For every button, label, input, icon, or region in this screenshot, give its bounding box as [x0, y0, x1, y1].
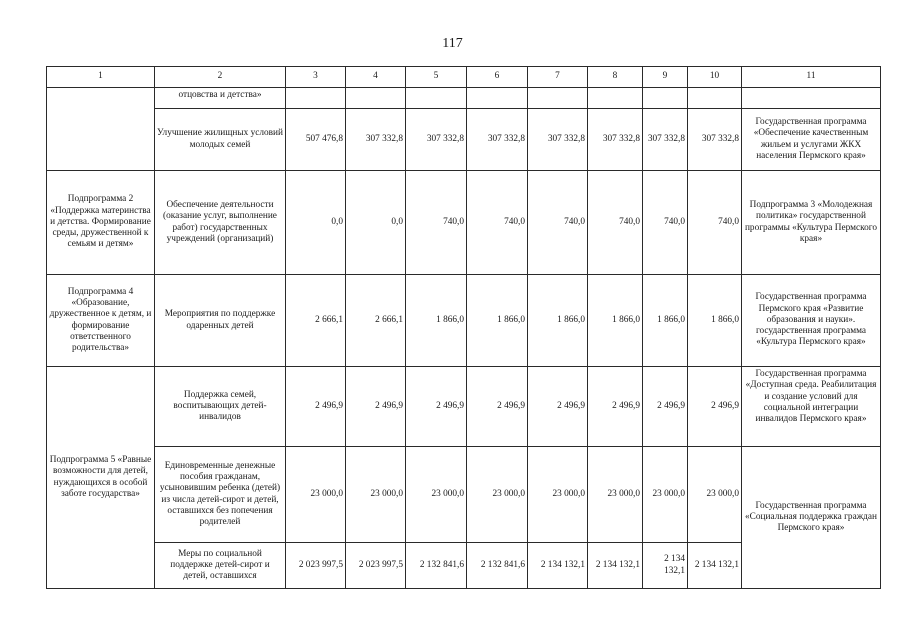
header-cell: 5 — [406, 67, 467, 88]
header-cell: 4 — [346, 67, 406, 88]
value-cell: 740,0 — [467, 171, 528, 275]
subprogram-cell: Подпрограмма 5 «Равные возможности для детей, нуждающихся в особой заботе государства» — [47, 367, 155, 589]
value-cell: 1 866,0 — [643, 275, 688, 367]
value-cell: 1 866,0 — [528, 275, 588, 367]
header-cell: 3 — [286, 67, 346, 88]
value-cell: 0,0 — [286, 171, 346, 275]
measure-cell: Обеспечение деятельности (оказание услуг, выполнение работ) государственных учреждений (организаций) — [155, 171, 286, 275]
value-cell: 2 023 997,5 — [286, 543, 346, 589]
value-cell: 307 332,8 — [688, 109, 742, 171]
table-row — [47, 367, 881, 447]
header-cell: 6 — [467, 67, 528, 88]
value-cell: 740,0 — [588, 171, 643, 275]
value-cell: 23 000,0 — [406, 447, 467, 543]
measure-cell: Мероприятия по поддержке одаренных детей — [155, 275, 286, 367]
value-cell: 23 000,0 — [588, 447, 643, 543]
value-cell: 2 496,9 — [588, 367, 643, 447]
measure-cell: Единовременные денежные пособия гражданам, усыновившим ребенка (детей) из числа детей-сирот и детей, оставшихся без попечения родителей — [155, 447, 286, 543]
value-cell: 2 134 132,1 — [643, 543, 688, 589]
value-cell — [346, 88, 406, 109]
value-cell: 2 666,1 — [286, 275, 346, 367]
related-program-cell: Государственная программа Пермского края «Развитие образования и науки». государственная программа «Культура Пермского края» — [742, 275, 881, 367]
value-cell — [643, 88, 688, 109]
subprogram-cell: Подпрограмма 2 «Поддержка материнства и детства. Формирование среды, дружественной к семьям и детям» — [47, 171, 155, 275]
value-cell: 2 496,9 — [346, 367, 406, 447]
value-cell: 1 866,0 — [588, 275, 643, 367]
program-table — [46, 66, 881, 589]
value-cell: 307 332,8 — [346, 109, 406, 171]
related-program-cell: Государственная программа «Социальная поддержка граждан Пермского края» — [742, 447, 881, 589]
value-cell: 740,0 — [528, 171, 588, 275]
value-cell: 1 866,0 — [467, 275, 528, 367]
value-cell: 740,0 — [688, 171, 742, 275]
value-cell: 1 866,0 — [406, 275, 467, 367]
measure-cell: Поддержка семей, воспитывающих детей-инвалидов — [155, 367, 286, 447]
related-program-cell — [742, 88, 881, 109]
measure-cell: Меры по социальной поддержке детей-сирот и детей, оставшихся — [155, 543, 286, 589]
table-row — [47, 88, 881, 109]
value-cell: 2 134 132,1 — [588, 543, 643, 589]
value-cell: 507 476,8 — [286, 109, 346, 171]
header-cell: 7 — [528, 67, 588, 88]
related-program-cell: Подпрограмма 3 «Молодежная политика» государственной программы «Культура Пермского края» — [742, 171, 881, 275]
value-cell: 2 496,9 — [286, 367, 346, 447]
value-cell: 2 496,9 — [688, 367, 742, 447]
header-cell: 11 — [742, 67, 881, 88]
page-number: 117 — [442, 36, 463, 51]
header-cell: 8 — [588, 67, 643, 88]
header-cell: 1 — [47, 67, 155, 88]
related-program-cell: Государственная программа «Доступная среда. Реабилитация и создание условий для социальной интеграции инвалидов Пермского края» — [742, 367, 881, 447]
value-cell: 2 496,9 — [528, 367, 588, 447]
header-cell: 10 — [688, 67, 742, 88]
value-cell: 2 134 132,1 — [688, 543, 742, 589]
value-cell: 307 332,8 — [588, 109, 643, 171]
value-cell: 307 332,8 — [528, 109, 588, 171]
value-cell — [467, 88, 528, 109]
measure-cell: Улучшение жилищных условий молодых семей — [155, 109, 286, 171]
value-cell: 2 496,9 — [406, 367, 467, 447]
program-cell-empty — [47, 88, 155, 171]
value-cell: 2 132 841,6 — [467, 543, 528, 589]
value-cell: 23 000,0 — [528, 447, 588, 543]
value-cell: 23 000,0 — [643, 447, 688, 543]
value-cell: 307 332,8 — [467, 109, 528, 171]
header-cell: 9 — [643, 67, 688, 88]
value-cell — [286, 88, 346, 109]
value-cell: 2 023 997,5 — [346, 543, 406, 589]
value-cell: 740,0 — [643, 171, 688, 275]
value-cell: 740,0 — [406, 171, 467, 275]
related-program-cell: Государственная программа «Обеспечение качественным жильем и услугами ЖКХ населения Пермского края» — [742, 109, 881, 171]
value-cell: 0,0 — [346, 171, 406, 275]
table-row — [47, 275, 881, 367]
value-cell — [588, 88, 643, 109]
subprogram-cell: Подпрограмма 4 «Образование, дружественное к детям, и формирование ответственного родительства» — [47, 275, 155, 367]
header-row — [47, 67, 881, 88]
value-cell: 2 666,1 — [346, 275, 406, 367]
table-row — [47, 447, 881, 543]
value-cell: 307 332,8 — [643, 109, 688, 171]
value-cell: 2 496,9 — [467, 367, 528, 447]
table-row — [47, 171, 881, 275]
value-cell: 23 000,0 — [467, 447, 528, 543]
value-cell: 2 496,9 — [643, 367, 688, 447]
value-cell: 307 332,8 — [406, 109, 467, 171]
header-cell: 2 — [155, 67, 286, 88]
table-row — [47, 109, 881, 171]
value-cell — [406, 88, 467, 109]
value-cell: 1 866,0 — [688, 275, 742, 367]
measure-cell: отцовства и детства» — [155, 88, 286, 109]
value-cell: 2 134 132,1 — [528, 543, 588, 589]
value-cell: 23 000,0 — [346, 447, 406, 543]
value-cell — [528, 88, 588, 109]
value-cell — [688, 88, 742, 109]
value-cell: 23 000,0 — [286, 447, 346, 543]
value-cell: 2 132 841,6 — [406, 543, 467, 589]
value-cell: 23 000,0 — [688, 447, 742, 543]
